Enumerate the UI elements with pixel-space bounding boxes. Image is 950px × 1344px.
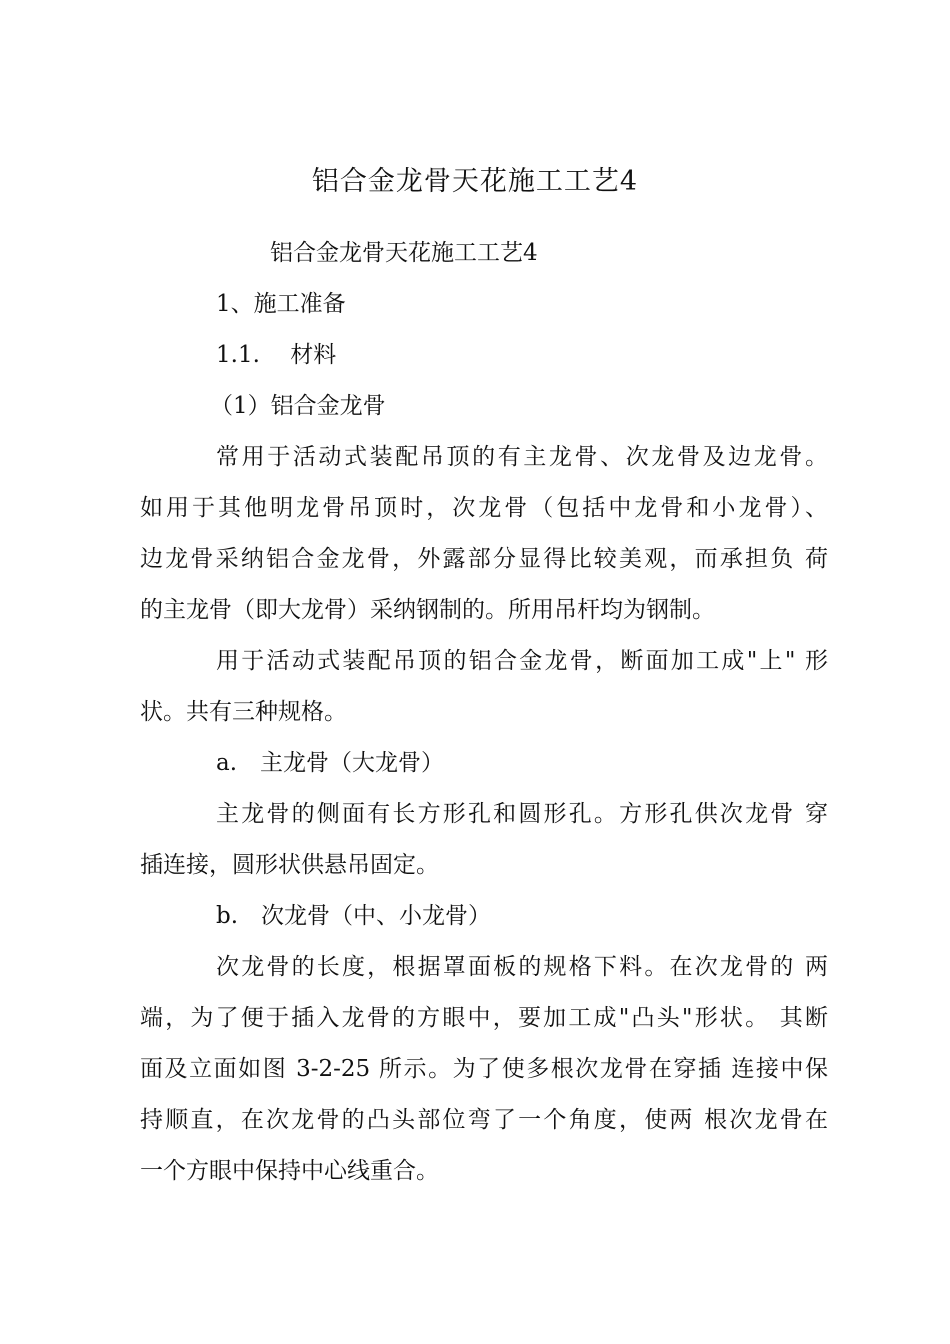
paragraph-line: 端，为了便于插入龙骨的方眼中，要加工成"凸头"形状。 其断: [140, 1005, 828, 1031]
paragraph-line: 持顺直，在次龙骨的凸头部位弯了一个角度，使两 根次龙骨在: [140, 1107, 828, 1133]
item-heading-1: （1）铝合金龙骨: [210, 393, 386, 419]
paragraph-line: 常用于活动式装配吊顶的有主龙骨、次龙骨及边龙骨。: [216, 444, 828, 470]
document-subtitle: 铝合金龙骨天花施工工艺4: [270, 240, 538, 266]
paragraph-line: 面及立面如图 3-2-25 所示。为了使多根次龙骨在穿插 连接中保: [140, 1056, 828, 1082]
paragraph-line: 次龙骨的长度，根据罩面板的规格下料。在次龙骨的 两: [216, 954, 828, 980]
paragraph-2: [140, 636, 828, 738]
item-heading-a: a. 主龙骨（大龙骨）: [216, 750, 445, 776]
paragraph-line: 用于活动式装配吊顶的铝合金龙骨，断面加工成"上" 形: [216, 648, 828, 674]
paragraph-line: 如用于其他明龙骨吊顶时，次龙骨（包括中龙骨和小龙骨）、: [140, 495, 828, 521]
paragraph-line: 一个方眼中保持中心线重合。: [140, 1158, 439, 1184]
paragraph-1: [140, 432, 828, 636]
paragraph-line: 边龙骨采纳铝合金龙骨，外露部分显得比较美观，而承担负 荷: [140, 546, 828, 572]
document-title: 铝合金龙骨天花施工工艺4: [311, 166, 639, 197]
document-body: [140, 228, 828, 1197]
paragraph-line: 插连接，圆形状供悬吊固定。: [140, 852, 439, 878]
paragraph-line: 的主龙骨（即大龙骨）采纳钢制的。所用吊杆均为钢制。: [140, 597, 715, 623]
paragraph-line: 主龙骨的侧面有长方形孔和圆形孔。方形孔供次龙骨 穿: [216, 801, 828, 827]
paragraph-3: [140, 789, 828, 891]
section-heading-1-1: 1.1. 材料: [216, 342, 337, 368]
paragraph-4: [140, 942, 828, 1197]
item-heading-b: b. 次龙骨（中、小龙骨）: [216, 903, 492, 929]
paragraph-line: 状。共有三种规格。: [140, 699, 347, 725]
section-heading-1: 1、施工准备: [216, 291, 346, 317]
